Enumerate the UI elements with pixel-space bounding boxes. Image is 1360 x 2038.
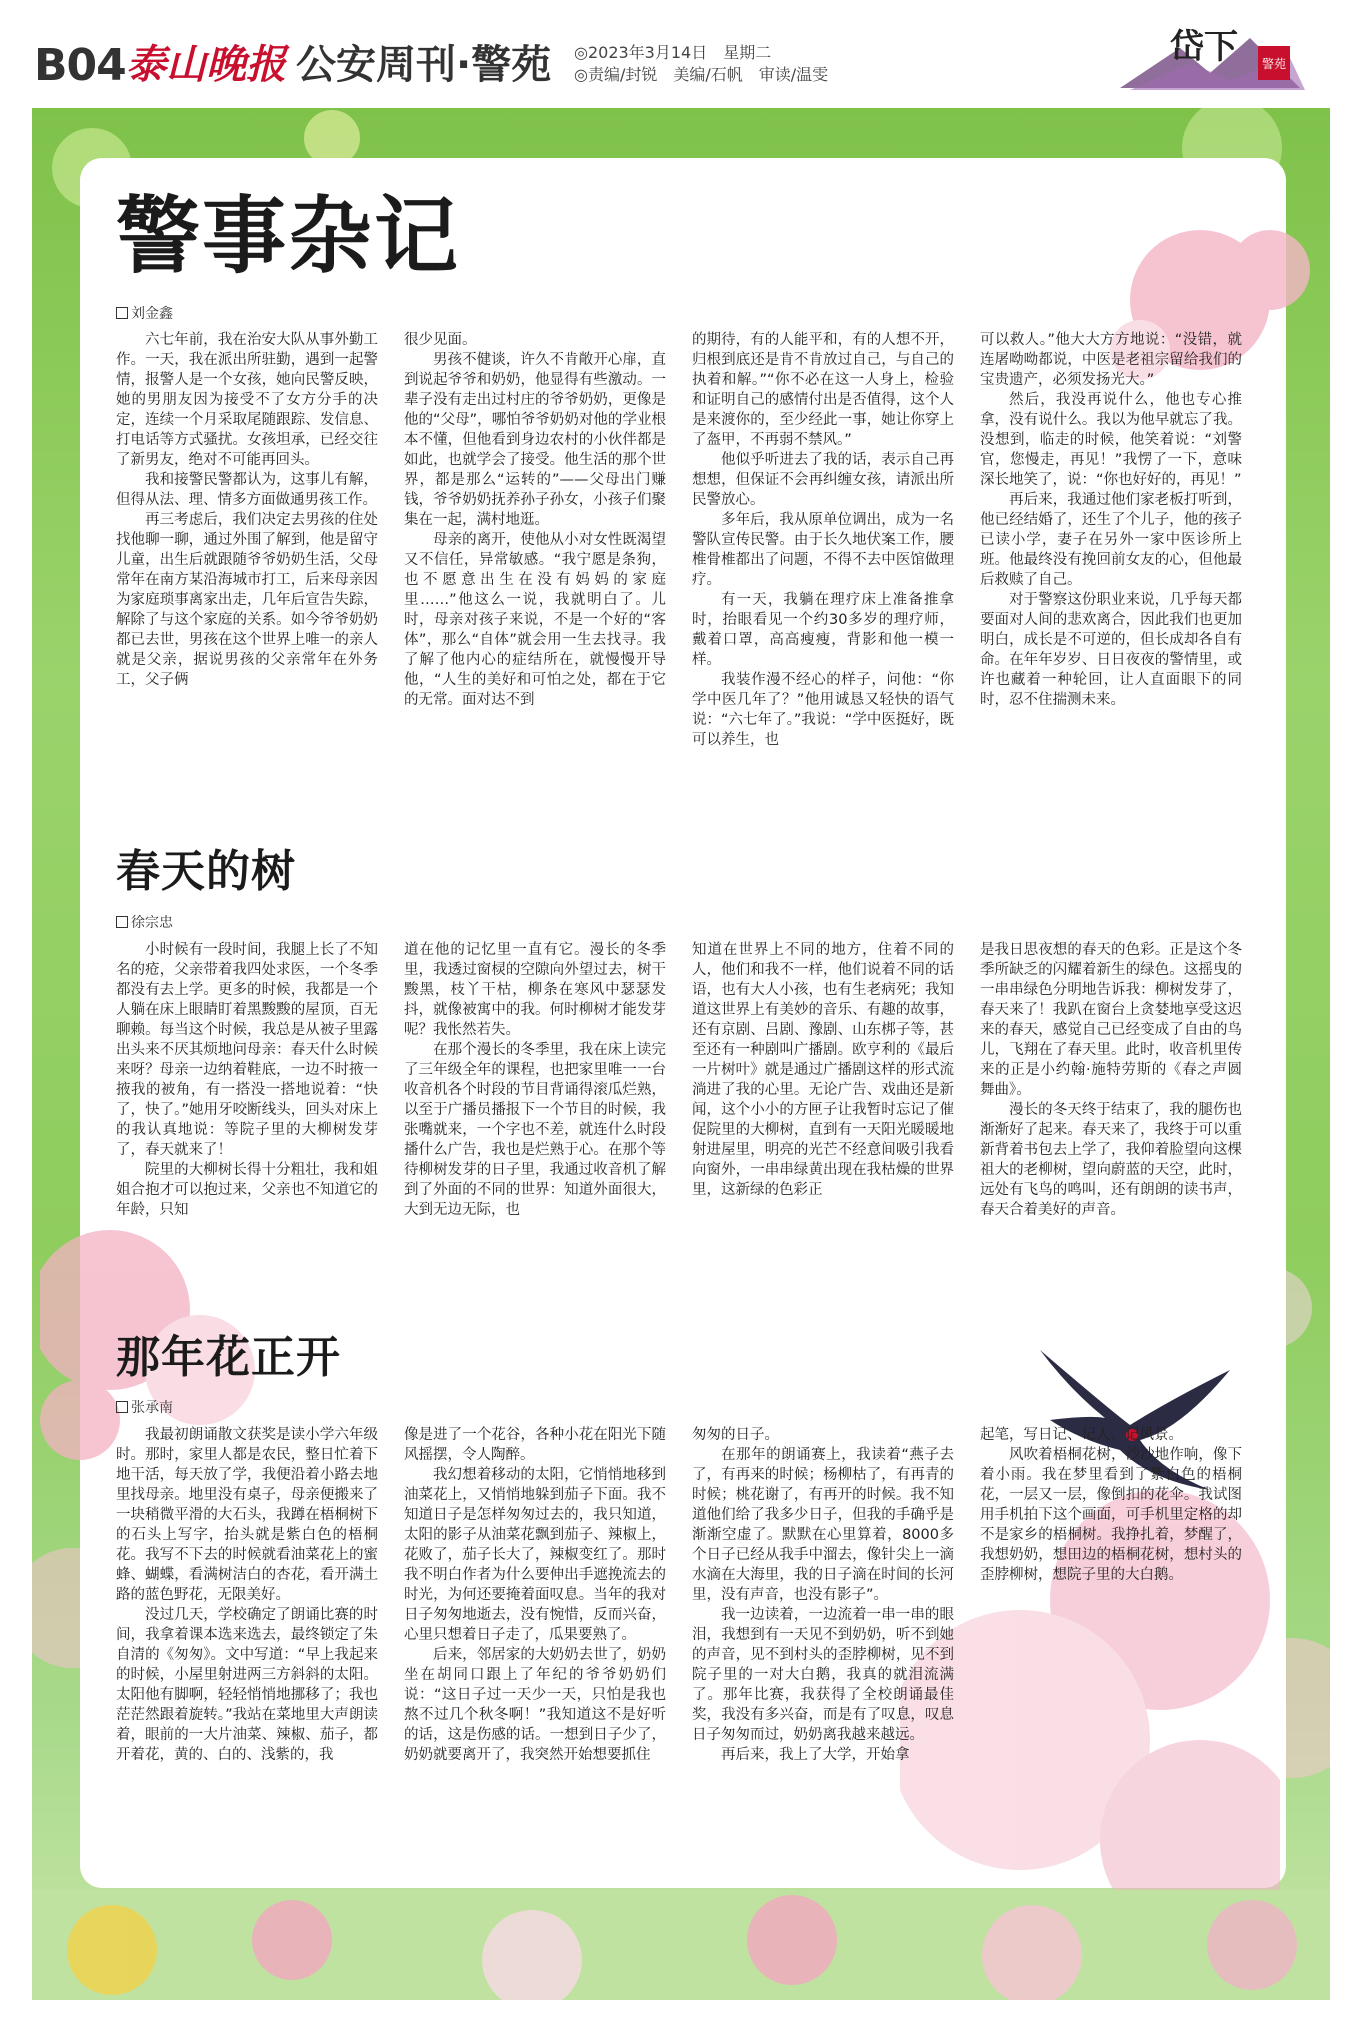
paragraph: 在那个漫长的冬季里，我在床上读完了三年级全年的课程，也把家里唯一一台收音机各个时段的节目背诵得滚瓜烂熟，以至于广播员播报下一个节目的时候，我张嘴就来，一个字也不差，就连什么时段播什么广告，我也是烂熟于心。在那个等待柳树发芽的日子里，我通过收音机了解到了外面的不同的世界：知道外面很大，大到无边无际，也 bbox=[404, 1042, 666, 1218]
paragraph: 然后，我没再说什么，他也专心推拿，没有说什么。我以为他早就忘了我。没想到，临走的时候，他笑着说：“刘警官，您慢走，再见！”我愣了一下，意味深长地笑了，说：“你也好好的，再见！” bbox=[980, 392, 1242, 488]
paragraph: 匆匆的日子。 bbox=[692, 1427, 779, 1443]
author-box-icon bbox=[116, 916, 128, 928]
bottom-flowers-decoration bbox=[32, 1890, 1330, 2000]
article-author bbox=[116, 1397, 173, 1417]
logo-seal-text: 警苑 bbox=[1261, 57, 1287, 71]
column-logo bbox=[1110, 18, 1310, 102]
paragraph: 漫长的冬天终于结束了，我的腿伤也渐渐好了起来。春天来了，我终于可以重新背着书包去上学了，我仰着脸望向这棵祖大的老柳树，望向蔚蓝的天空，此时，远处有飞鸟的鸣叫，还有朗朗的读书声，春天合着美好的声音。 bbox=[980, 1102, 1242, 1218]
article-column bbox=[116, 330, 378, 790]
paragraph: 我一边读着，一边流着一串一串的眼泪，我想到有一天见不到奶奶，听不到她的声音，见不到村头的歪脖柳树，见不到院子里的一对大白鹅，我真的就泪流满了。那年比赛，我获得了全校朗诵最佳奖，我没有多兴奋，而是有了叹息，叹息日子匆匆而过，奶奶离我越来越远。 bbox=[692, 1607, 954, 1743]
paragraph: 很少见面。 bbox=[404, 332, 477, 348]
article-column bbox=[692, 940, 954, 1270]
paragraph: 他似乎听进去了我的话，表示自己再想想，但保证不会再纠缠女孩，请派出所民警放心。 bbox=[692, 452, 954, 508]
editors-line: ◎责编/封锐 美编/石帆 审读/温雯 bbox=[574, 65, 829, 84]
paragraph: 在那年的朗诵赛上，我读着“燕子去了，有再来的时候；杨柳枯了，有再青的时候；桃花谢了，有再开的时候。我不知道他们给了我多少日子，但我的手确乎是渐渐空虚了。默默在心里算着，8000多个日子已经从我手中溜去，像针尖上一滴水滴在大海里，我的日子滴在时间的长河里，没有声音，也没有影子”。 bbox=[692, 1447, 954, 1603]
issue-meta bbox=[574, 42, 828, 86]
paragraph: 我装作漫不经心的样子，问他：“你学中医几年了？”他用诚恳又轻快的语气说：“六七年了。”我说：“学中医挺好，既可以养生，也 bbox=[692, 672, 954, 748]
article-column bbox=[116, 1425, 378, 1865]
paragraph: 男孩不健谈，许久不肯敞开心扉，直到说起爷爷和奶奶，他显得有些激动。一辈子没有走出过村庄的爷爷奶奶，更像是他的“父母”，哪怕爷爷奶奶对他的学业根本不懂，但他看到身边农村的小伙伴都是如此，也就学会了接受。他生活的那个世界，都是那么“运转的”——父母出门赚钱，爷爷奶奶抚养孙子孙女，小孩子们聚集在一起，满村地逛。 bbox=[404, 352, 666, 528]
paragraph: 多年后，我从原单位调出，成为一名警队宣传民警。由于长久地伏案工作，腰椎骨椎都出了问题，不得不去中医馆做理疗。 bbox=[692, 512, 954, 588]
date-line: ◎2023年3月14日 星期二 bbox=[574, 43, 772, 62]
paragraph: 起笔，写日记、记人、记风景。 bbox=[980, 1427, 1183, 1443]
paragraph: 没过几天，学校确定了朗诵比赛的时间，我拿着课本选来选去，最终锁定了朱自清的《匆匆》。文中写道：“早上我起来的时候，小屋里射进两三方斜斜的太阳。太阳他有脚啊，轻轻悄悄地挪移了；我也茫茫然跟着旋转。”我站在菜地里大声朗读着，眼前的一大片油菜、辣椒、茄子，都开着花，黄的、白的、浅紫的，我 bbox=[116, 1607, 378, 1763]
paragraph: 是我日思夜想的春天的色彩。正是这个冬季所缺乏的闪耀着新生的绿色。这摇曳的一串串绿色分明地告诉我：柳树发芽了，春天来了！我趴在窗台上贪婪地享受这迟来的春天，感觉自己已经变成了自由的鸟儿，飞翔在了春天里。此时，收音机里传来的正是小约翰·施特劳斯的《春之声圆舞曲》。 bbox=[980, 942, 1242, 1098]
article-column bbox=[404, 940, 666, 1270]
page-number: B04 bbox=[34, 40, 126, 91]
paragraph: 知道在世界上不同的地方，住着不同的人，他们和我不一样，他们说着不同的话语，也有大人小孩，也有生老病死；我知道这世界上有美妙的音乐、有趣的故事，还有京剧、吕剧、豫剧、山东梆子等，甚至还有一种剧叫广播剧。欧亨利的《最后一片树叶》就是通过广播剧这样的形式流淌进了我的心里。无论广告、戏曲还是新闻，这个小小的方匣子让我暂时忘记了催促院里的大柳树，直到有一天阳光暖暖地射进屋里，明亮的光芒不经意间吸引我看向窗外，一串串绿黄出现在我枯燥的世界里，这新绿的色彩正 bbox=[692, 942, 954, 1198]
article-author bbox=[116, 912, 173, 932]
paragraph: 小时候有一段时间，我腿上长了不知名的疮，父亲带着我四处求医，一个冬季都没有去上学。更多的时候，我都是一个人躺在床上眼睛盯着黑黢黢的屋顶，百无聊赖。每当这个时候，我总是从被子里露出头来不厌其烦地问母亲：春天什么时候来呀？母亲一边纳着鞋底，一边不时掖一掖我的被角，有一搭没一搭地说着：“快了，快了。”她用牙咬断线头，回头对床上的我认真地说：等院子里的大柳树发芽了，春天就来了！ bbox=[116, 942, 378, 1158]
paragraph: 道在他的记忆里一直有它。漫长的冬季里，我透过窗棂的空隙向外望过去，树干黢黑，枝丫干枯，柳条在寒风中瑟瑟发抖，就像被寓中的我。何时柳树才能发芽呢？我怅然若失。 bbox=[404, 942, 666, 1038]
article-column bbox=[692, 1425, 954, 1865]
article-column bbox=[116, 940, 378, 1270]
paragraph: 再三考虑后，我们决定去男孩的住处找他聊一聊，通过外围了解到，他是留守儿童，出生后就跟随爷爷奶奶生活，父母常年在南方某沿海城市打工，后来母亲因为家庭琐事离家出走，几年后宣告失踪，解除了与这个家庭的关系。如今爷爷奶奶都已去世，男孩在这个世界上唯一的亲人就是父亲，据说男孩的父亲常年在外务工，父子俩 bbox=[116, 512, 378, 688]
article-column bbox=[980, 940, 1242, 1270]
paragraph: 我幻想着移动的太阳，它悄悄地移到油菜花上，又悄悄地躲到茄子下面。我不知道日子是怎样匆匆过去的，我只知道，太阳的影子从油菜花飘到茄子、辣椒上，花败了，茄子长大了，辣椒变红了。那时我不明白作者为什么要伸出手遮挽流去的时光，为何还要掩着面叹息。当年的我对日子匆匆地逝去，没有惋惜，反而兴奋，心里只想着日子走了，瓜果要熟了。 bbox=[404, 1467, 666, 1643]
author-box-icon bbox=[116, 307, 128, 319]
paragraph: 我和接警民警都认为，这事儿有解，但得从法、理、情多方面做通男孩工作。 bbox=[116, 472, 378, 508]
paragraph: 院里的大柳树长得十分粗壮，我和姐姐合抱才可以抱过来，父亲也不知道它的年龄，只知 bbox=[116, 1162, 378, 1218]
paragraph: 对于警察这份职业来说，几乎每天都要面对人间的悲欢离合，因此我们也更加明白，成长是不可逆的，但长成却各自有命。在年年岁岁、日日夜夜的警情里，或许也藏着一种轮回，让人直面眼下的同时，忍不住揣测未来。 bbox=[980, 592, 1242, 708]
article-author bbox=[116, 303, 173, 323]
author-name: 徐宗忠 bbox=[131, 915, 173, 931]
article-title: 春天的树 bbox=[116, 846, 296, 897]
paragraph: 像是进了一个花谷，各种小花在阳光下随风摇摆，令人陶醉。 bbox=[404, 1427, 666, 1463]
paragraph: 有一天，我躺在理疗床上准备推拿时，抬眼看见一个约30多岁的理疗师，戴着口罩，高高瘦瘦，背影和他一模一样。 bbox=[692, 592, 954, 668]
paragraph: 后来，邻居家的大奶奶去世了，奶奶坐在胡同口跟上了年纪的爷爷奶奶们说：“这日子过一天少一天，只怕是我也熬不过几个秋冬啊！”我知道这不是好听的话，这是伤感的话。一想到日子少了，奶奶就要离开了，我突然开始想要抓住 bbox=[404, 1647, 666, 1763]
paper-name: 泰山晚报 bbox=[126, 41, 286, 88]
article-column bbox=[980, 1425, 1242, 1865]
article-column bbox=[692, 330, 954, 790]
article-title: 警事杂记 bbox=[116, 187, 461, 285]
paragraph: 母亲的离开，使他从小对女性既渴望又不信任，异常敏感。“我宁愿是条狗，也不愿意出生在没有妈妈的家庭里……”他这么一说，我就明白了。儿时，母亲对孩子来说，不是一个好的“客体”，那么“自体”就会用一生去找寻。我了解了他内心的症结所在，就慢慢开导他，“人生的美好和可怕之处，都在于它的无常。面对达不到 bbox=[404, 532, 666, 708]
section-name: 公安周刊·警苑 bbox=[296, 42, 552, 88]
author-name: 张承南 bbox=[131, 1400, 173, 1416]
logo-text-main: 岱下 bbox=[1170, 27, 1238, 67]
author-box-icon bbox=[116, 1401, 128, 1413]
article-title: 那年花正开 bbox=[116, 1332, 341, 1383]
article-column bbox=[404, 330, 666, 790]
masthead bbox=[0, 0, 1360, 110]
paragraph: 的期待，有的人能平和，有的人想不开，归根到底还是肯不肯放过自己，与自己的执着和解。”“你不必在这一人身上，检验和证明自己的感情付出是否值得，这个人是来渡你的，至少经此一事，她让你穿上了盔甲，不再弱不禁风。” bbox=[692, 332, 954, 448]
paragraph: 可以救人。”他大大方方地说：“没错，就连屠呦呦都说，中医是老祖宗留给我们的宝贵遗产，必须发扬光大。” bbox=[980, 332, 1242, 388]
author-name: 刘金鑫 bbox=[131, 306, 173, 322]
paragraph: 六七年前，我在治安大队从事外勤工作。一天，我在派出所驻勤，遇到一起警情，报警人是一个女孩，她向民警反映，她的男朋友因为接受不了女方分手的决定，连续一个月采取尾随跟踪、发信息、打电话等方式骚扰。女孩坦承，已经交往了新男友，绝对不可能再回头。 bbox=[116, 332, 378, 468]
article-column bbox=[980, 330, 1242, 790]
paragraph: 我最初朗诵散文获奖是读小学六年级时。那时，家里人都是农民，整日忙着下地干活，每天放了学，我便沿着小路去地里找母亲。地里没有桌子，母亲便搬来了一块稍微平滑的大石头，我蹲在梧桐树下的石头上写字，抬头就是紫白色的梧桐花。我写不下去的时候就看油菜花上的蜜蜂、蝴蝶，看满树洁白的杏花，看开满土路的蓝色野花，无限美好。 bbox=[116, 1427, 378, 1603]
paragraph: 再后来，我通过他们家老板打听到，他已经结婚了，还生了个儿子，他的孩子已读小学，妻子在另外一家中医诊所上班。他最终没有挽回前女友的心，但他最后救赎了自己。 bbox=[980, 492, 1242, 588]
article-column bbox=[404, 1425, 666, 1865]
paragraph: 再后来，我上了大学，开始拿 bbox=[721, 1747, 910, 1763]
paragraph: 风吹着梧桐花树，沙沙地作响，像下着小雨。我在梦里看到了紫白色的梧桐花，一层又一层，像倒扣的花伞。我试图用手机拍下这个画面，可手机里定格的却不是家乡的梧桐树。我挣扎着，梦醒了，我想奶奶，想田边的梧桐花树，想村头的歪脖柳树，想院子里的大白鹅。 bbox=[980, 1447, 1242, 1583]
